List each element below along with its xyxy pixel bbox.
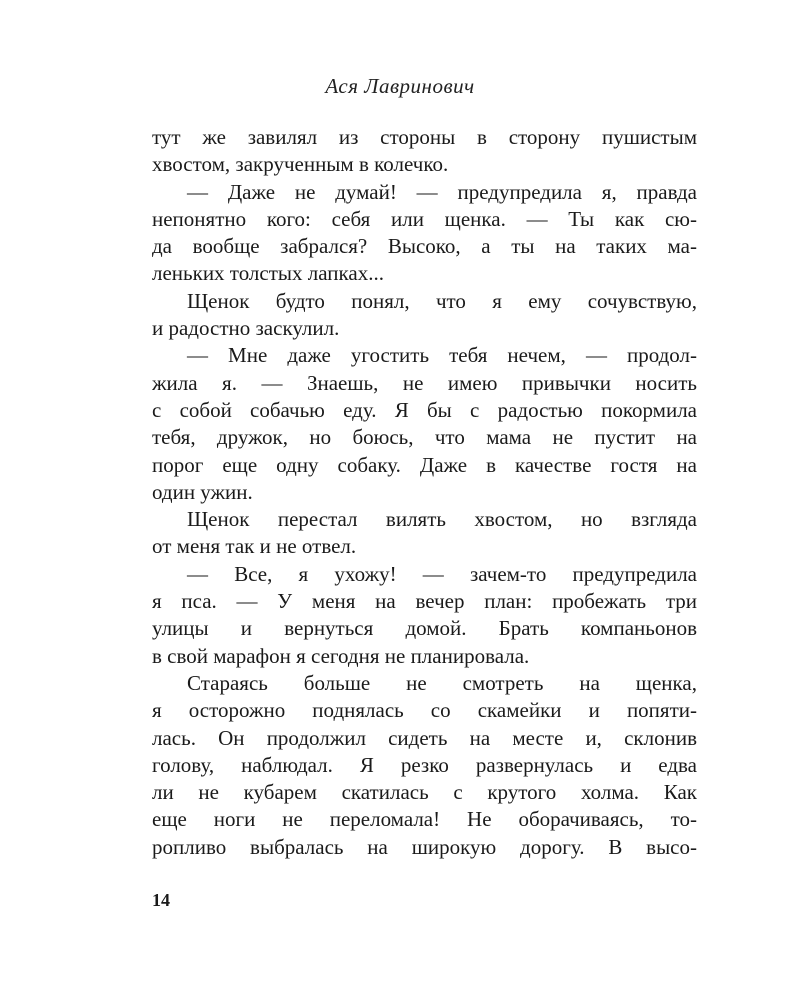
text-line: да вообще забрался? Высоко, а ты на таких ма- [152,234,697,259]
running-head-author: Ася Лавринович [325,74,475,98]
text-line: лась. Он продолжил сидеть на месте и, склонив [152,725,697,750]
text-line: и радостно заскулил. [152,316,340,341]
text-line: Щенок будто понял, что я ему сочувствую, [187,288,697,313]
text-line: в свой марафон я сегодня не планировала. [152,643,530,668]
text-line: Стараясь больше не смотреть на щенка, [187,670,697,695]
text-line: с собой собачью еду. Я бы с радостью покормила [152,397,697,422]
text-line: от меня так и не отвел. [152,534,357,559]
text-line: тут же завилял из стороны в сторону пушистым [152,125,697,149]
text-line: еще ноги не переломала! Не оборачиваясь, то- [152,807,697,832]
text-line: Щенок перестал вилять хвостом, но взгляда [187,507,697,532]
page-number: 14 [152,890,170,910]
text-line: — Даже не думай! — предупредила я, правда [187,179,697,204]
body-text [152,124,697,861]
text-line: хвостом, закрученным в колечко. [152,152,449,177]
text-line: ли не кубарем скатилась с крутого холма. Как [152,780,697,805]
text-line: ропливо выбралась на широкую дорогу. В высо- [152,834,697,859]
text-line: я осторожно поднялась со скамейки и попяти- [152,698,697,723]
text-line: — Мне даже угостить тебя нечем, — продол- [187,343,697,368]
text-line: я пса. — У меня на вечер план: пробежать три [152,589,697,614]
text-line: непонятно кого: себя или щенка. — Ты как сю- [152,206,697,231]
text-line: жила я. — Знаешь, не имею привычки носить [152,370,697,395]
text-line: тебя, дружок, но боюсь, что мама не пустит на [152,425,697,450]
text-line: порог еще одну собаку. Даже в качестве гостя на [152,452,697,477]
text-line: — Все, я ухожу! — зачем-то предупредила [187,561,697,586]
text-line: леньких толстых лапках... [152,261,384,286]
text-line: улицы и вернуться домой. Брать компаньонов [152,616,697,641]
text-line: голову, наблюдал. Я резко развернулась и едва [152,752,697,777]
text-line: один ужин. [152,479,253,504]
